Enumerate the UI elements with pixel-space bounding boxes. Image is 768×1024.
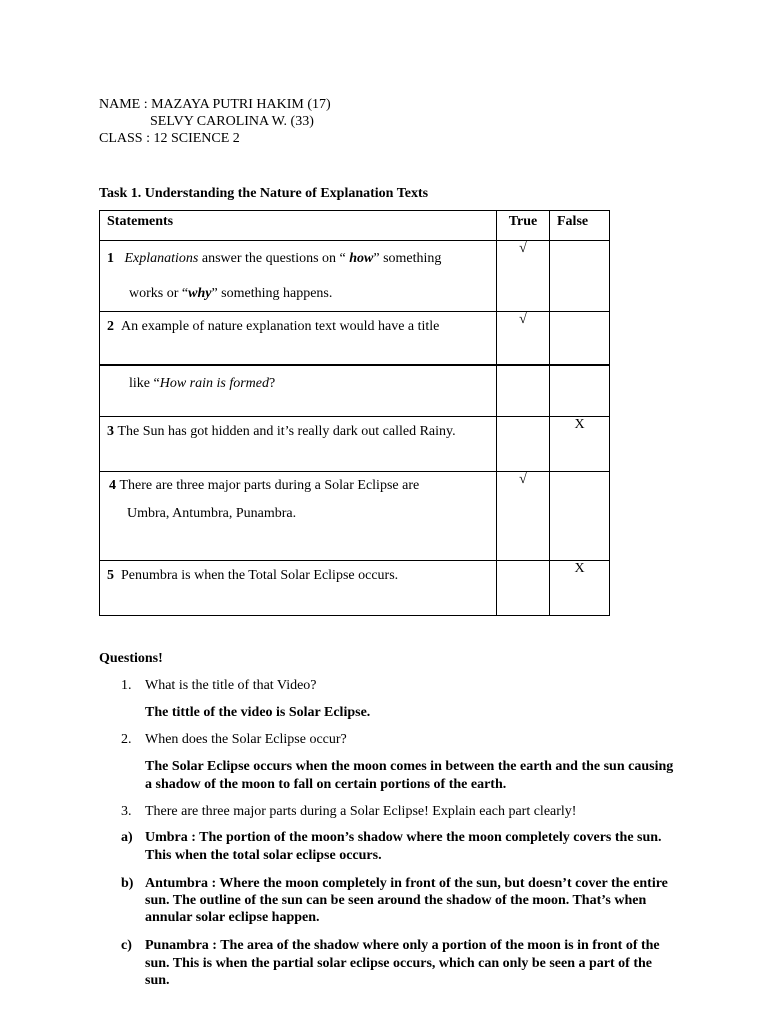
statement-text: An example of nature explanation text would have a title	[121, 319, 440, 334]
statement-italic: Explanations	[124, 251, 199, 266]
statement-text: The Sun has got hidden and it’s really dark out called Rainy.	[117, 424, 456, 439]
true-mark	[497, 365, 550, 417]
answer-text: The tittle of the video is Solar Eclipse.	[145, 705, 371, 720]
answer-text: a shadow of the moon to fall on certain portions of the earth.	[145, 777, 507, 792]
header-true: True	[497, 211, 550, 241]
true-mark: √	[497, 312, 550, 365]
table-row	[100, 312, 610, 365]
statement-bold-word: how	[349, 251, 374, 266]
statement-cell	[100, 312, 497, 365]
statement-cell	[100, 417, 497, 472]
question-number: 2.	[121, 732, 132, 747]
statement-text: Umbra, Antumbra, Punambra.	[127, 506, 297, 521]
statement-text: answer the questions on “	[198, 251, 350, 266]
question-text: There are three major parts during a Solar Eclipse! Explain each part clearly!	[145, 804, 577, 819]
statement-cell	[100, 472, 497, 561]
student-name-2: SELVY CAROLINA W. (33)	[150, 114, 314, 129]
table-row	[100, 365, 610, 417]
header-false: False	[550, 211, 610, 241]
statement-text: ” something	[373, 251, 442, 266]
statements-table	[99, 210, 610, 616]
answer-text: Umbra : The portion of the moon’s shadow where the moon completely covers the sun.	[145, 830, 662, 845]
answer-text: Antumbra : Where the moon completely in front of the sun, but doesn’t cover the entire	[145, 876, 668, 891]
table-row	[100, 472, 610, 561]
false-mark	[550, 241, 610, 312]
false-mark: X	[550, 417, 610, 472]
row-number: 3	[107, 424, 114, 439]
question-text: What is the title of that Video?	[145, 678, 317, 693]
statement-text: Penumbra is when the Total Solar Eclipse occurs.	[121, 568, 399, 583]
statement-cell	[100, 365, 497, 417]
true-mark	[497, 561, 550, 616]
answer-text: sun. This is when the partial solar eclipse occurs, which can only be seen a part of the	[145, 956, 653, 971]
question-number: 1.	[121, 678, 132, 693]
statement-text: ” something happens.	[211, 286, 333, 301]
table-header-row	[100, 211, 610, 241]
answer-text: The Solar Eclipse occurs when the moon comes in between the earth and the sun causing	[145, 759, 674, 774]
questions-heading: Questions!	[99, 651, 163, 666]
row-number: 1	[107, 251, 114, 266]
false-mark	[550, 365, 610, 417]
false-mark	[550, 312, 610, 365]
table-row	[100, 241, 610, 312]
table-row	[100, 417, 610, 472]
answer-text: sun. The outline of the sun can be seen around the shadow of the moon. That’s when	[145, 893, 647, 908]
statement-text: ?	[269, 375, 276, 391]
row-number: 2	[107, 319, 114, 334]
statement-text: There are three major parts during a Solar Eclipse are	[119, 478, 420, 493]
true-mark: √	[497, 241, 550, 312]
question-text: When does the Solar Eclipse occur?	[145, 732, 347, 747]
row-number: 4	[109, 478, 116, 493]
sub-answer-label: c)	[121, 938, 132, 953]
answer-text: Punambra : The area of the shadow where only a portion of the moon is in front of the	[145, 938, 660, 953]
statement-cell	[100, 241, 497, 312]
answer-text: sun.	[145, 973, 170, 988]
sub-answer-label: a)	[121, 830, 133, 845]
statement-text: like “	[129, 375, 160, 391]
true-mark: √	[497, 472, 550, 561]
false-mark: X	[550, 561, 610, 616]
statement-italic: How rain is formed	[159, 375, 270, 391]
row-number: 5	[107, 568, 114, 583]
statement-text: works or “	[129, 286, 189, 301]
true-mark	[497, 417, 550, 472]
false-mark	[550, 472, 610, 561]
table-row	[100, 561, 610, 616]
student-name-1: NAME : MAZAYA PUTRI HAKIM (17)	[99, 97, 331, 112]
task-title: Task 1. Understanding the Nature of Explanation Texts	[99, 186, 429, 201]
sub-answer-label: b)	[121, 876, 134, 891]
header-statements: Statements	[100, 211, 497, 241]
class-line: CLASS : 12 SCIENCE 2	[99, 131, 240, 146]
statement-bold-word: why	[188, 286, 212, 301]
question-number: 3.	[121, 804, 132, 819]
statement-cell	[100, 561, 497, 616]
answer-text: This when the total solar eclipse occurs.	[145, 848, 382, 863]
answer-text: annular solar eclipse happen.	[145, 910, 320, 925]
